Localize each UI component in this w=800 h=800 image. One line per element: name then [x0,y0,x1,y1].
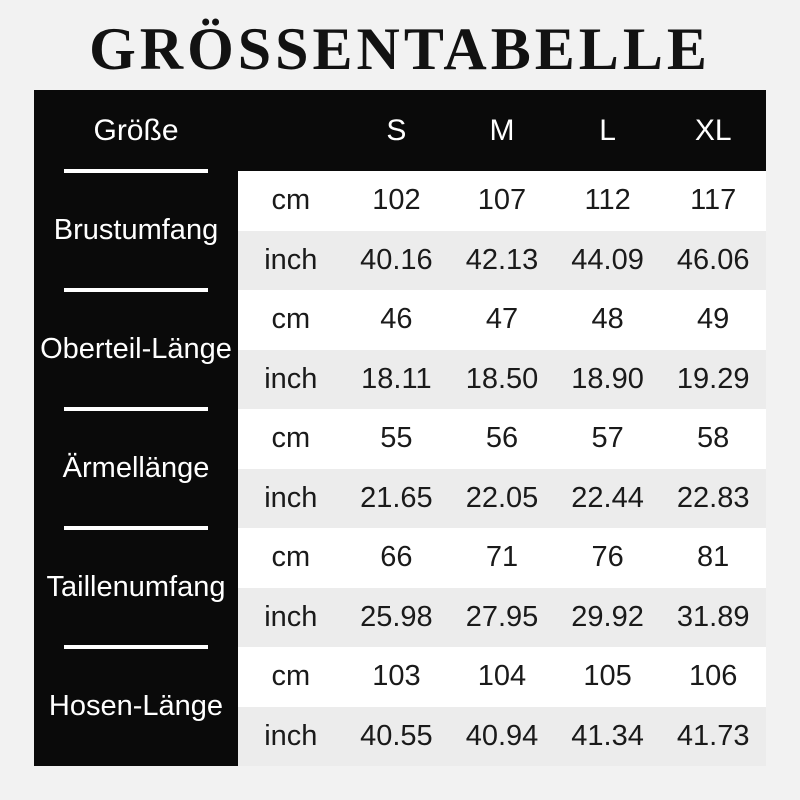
unit-label-inch: inch [238,707,344,767]
row-label-text: Brustumfang [53,214,219,246]
value-cell: 103 [344,647,450,707]
value-cell: 44.09 [555,231,661,291]
value-cell: 46.06 [660,231,766,291]
value-cell: 48 [555,290,661,350]
value-cell: 55 [344,409,450,469]
value-cell: 22.05 [449,469,555,529]
row-label-text: Oberteil-Länge [40,333,232,365]
value-cell: 40.94 [449,707,555,767]
value-cell: 40.16 [344,231,450,291]
value-cell: 81 [660,528,766,588]
value-cell: 29.92 [555,588,661,648]
section-divider [64,526,208,530]
unit-label-inch: inch [238,350,344,410]
row-label-taillenumfang [34,528,238,647]
value-cell: 18.11 [344,350,450,410]
value-cell: 27.95 [449,588,555,648]
value-cell: 41.73 [660,707,766,767]
header-corner-groesse: Größe [34,90,238,171]
header-size-s: S [344,90,450,171]
row-label-oberteil-laenge [34,290,238,409]
value-cell: 117 [660,171,766,231]
value-cell: 107 [449,171,555,231]
value-cell: 31.89 [660,588,766,648]
header-spacer [238,90,344,171]
value-cell: 104 [449,647,555,707]
row-label-aermellaenge [34,409,238,528]
value-cell: 18.50 [449,350,555,410]
section-divider [64,407,208,411]
value-cell: 47 [449,290,555,350]
row-label-text: Taillenumfang [46,571,226,603]
header-size-m: M [449,90,555,171]
size-chart-table [34,90,766,766]
value-cell: 40.55 [344,707,450,767]
value-cell: 46 [344,290,450,350]
value-cell: 66 [344,528,450,588]
row-label-brustumfang [34,171,238,290]
value-cell: 19.29 [660,350,766,410]
value-cell: 18.90 [555,350,661,410]
value-cell: 57 [555,409,661,469]
unit-label-inch: inch [238,469,344,529]
value-cell: 41.34 [555,707,661,767]
row-label-text: Hosen-Länge [48,690,224,722]
value-cell: 102 [344,171,450,231]
section-divider [64,645,208,649]
value-cell: 42.13 [449,231,555,291]
header-size-xl: XL [660,90,766,171]
unit-label-inch: inch [238,231,344,291]
unit-label-cm: cm [238,528,344,588]
value-cell: 22.83 [660,469,766,529]
value-cell: 106 [660,647,766,707]
value-cell: 112 [555,171,661,231]
header-size-l: L [555,90,661,171]
section-divider [64,169,208,173]
unit-label-inch: inch [238,588,344,648]
row-label-text: Ärmellänge [62,452,210,484]
unit-label-cm: cm [238,171,344,231]
section-divider [64,288,208,292]
value-cell: 22.44 [555,469,661,529]
value-cell: 76 [555,528,661,588]
value-cell: 21.65 [344,469,450,529]
value-cell: 56 [449,409,555,469]
value-cell: 105 [555,647,661,707]
unit-label-cm: cm [238,290,344,350]
value-cell: 49 [660,290,766,350]
unit-label-cm: cm [238,409,344,469]
value-cell: 25.98 [344,588,450,648]
unit-label-cm: cm [238,647,344,707]
value-cell: 58 [660,409,766,469]
page-title: GRÖSSENTABELLE [89,16,711,82]
row-label-hosen-laenge [34,647,238,766]
value-cell: 71 [449,528,555,588]
